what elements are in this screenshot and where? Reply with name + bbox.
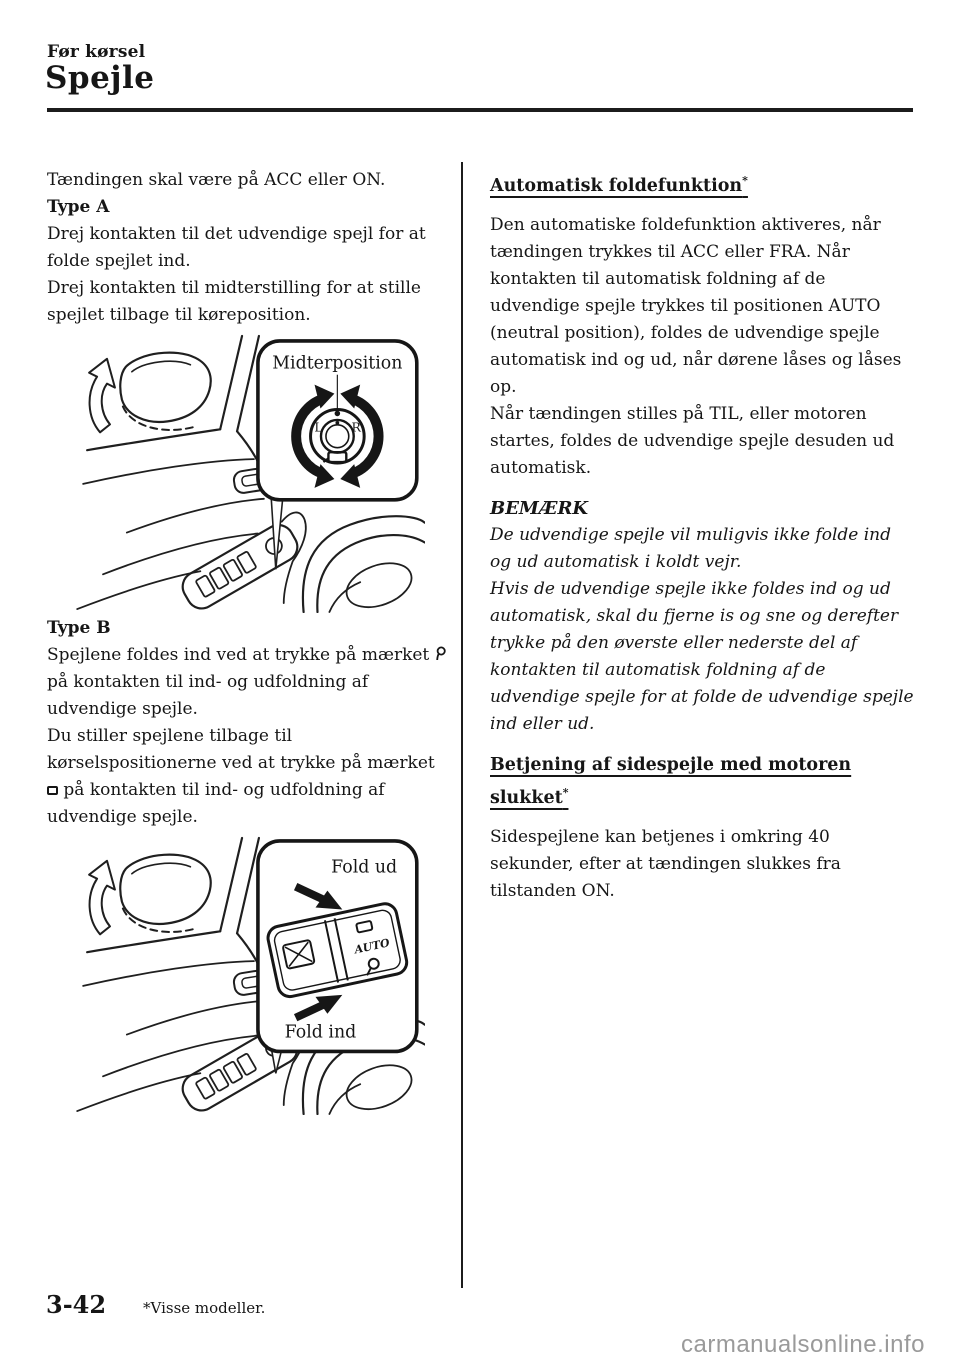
models-footnote: *Visse modeller. xyxy=(143,1299,266,1317)
fig2-fold-out-label: Fold ud xyxy=(331,857,398,878)
heading-engine-off-operation: Betjening af sidespejle med motoren slukket* xyxy=(490,754,852,808)
heading-auto-fold: Automatisk foldefunktion* xyxy=(490,174,748,196)
fig1-knob-left-label: L xyxy=(314,419,323,435)
note-paragraph-2: Hvis de udvendige spejle ikke foldes ind og ud automatisk, skal du fjerne is og sne og derefter trykke på den øverste eller nederste del af kontakten til automatisk foldning af de udvendige spejle for at folde de udvendige spejle ind eller ud. xyxy=(490,578,914,734)
right-column xyxy=(490,167,914,905)
heading-asterisk: * xyxy=(562,785,569,799)
fold-out-mirror-icon xyxy=(47,786,58,795)
header-rule xyxy=(47,108,913,112)
column-divider xyxy=(461,162,463,1288)
figure-mirror-switch-type-a xyxy=(69,333,425,613)
left-column xyxy=(47,167,449,1117)
fig1-knob-right-label: R xyxy=(351,419,361,435)
type-b-sentence1: Spejlene foldes ind ved at trykke på mærket på kontakten til ind- og udfoldning af udvendige spejle. xyxy=(47,642,449,723)
section-label: Før kørsel xyxy=(47,42,146,62)
note-paragraph-1: De udvendige spejle vil muligvis ikke folde ind og ud automatisk i koldt vejr. xyxy=(490,524,892,572)
fig2-auto-label: AUTO xyxy=(353,936,391,957)
type-a-label: Type A xyxy=(47,197,110,217)
auto-fold-paragraph-2: Når tændingen stilles på TIL, eller motoren startes, foldes de udvendige spejle desuden ud automatisk. xyxy=(490,403,895,478)
note-block xyxy=(490,495,914,738)
type-b-label: Type B xyxy=(47,618,111,638)
page-number: 3-42 xyxy=(46,1290,107,1319)
auto-fold-paragraph-1: Den automatiske foldefunktion aktiveres, når tændingen trykkes til ACC eller FRA. Når kontakten til automatisk foldning af de udvendige spejle trykkes til positionen AUTO (neutral position), foldes de udvendige spejle automatisk ind og ud, når dørene låses og låses op. xyxy=(490,214,902,397)
type-b-sentence2: Du stiller spejlene tilbage til kørselspositionerne ved at trykke på mærket på kontakten til ind- og udfoldning af udvendige spejle. xyxy=(47,726,435,827)
heading-asterisk: * xyxy=(742,174,748,187)
intro-text: Tændingen skal være på ACC eller ON. xyxy=(47,170,386,190)
engine-off-paragraph: Sidespejlene kan betjenes i omkring 40 sekunder, efter at tændingen slukkes fra tilstanden ON. xyxy=(490,826,841,901)
watermark: carmanualsonline.info xyxy=(681,1331,925,1358)
fig2-fold-in-label: Fold ind xyxy=(284,1022,357,1043)
fig1-caption: Midterposition xyxy=(272,353,403,374)
type-a-line1: Drej kontakten til det udvendige spejl for at folde spejlet ind. xyxy=(47,224,426,271)
page-title: Spejle xyxy=(45,60,155,96)
fold-in-mirror-icon xyxy=(435,646,446,661)
type-a-line2: Drej kontakten til midterstilling for at stille spejlet tilbage til køreposition. xyxy=(47,278,421,325)
note-label: BEMÆRK xyxy=(490,497,589,519)
figure-mirror-switch-type-b xyxy=(69,835,425,1115)
